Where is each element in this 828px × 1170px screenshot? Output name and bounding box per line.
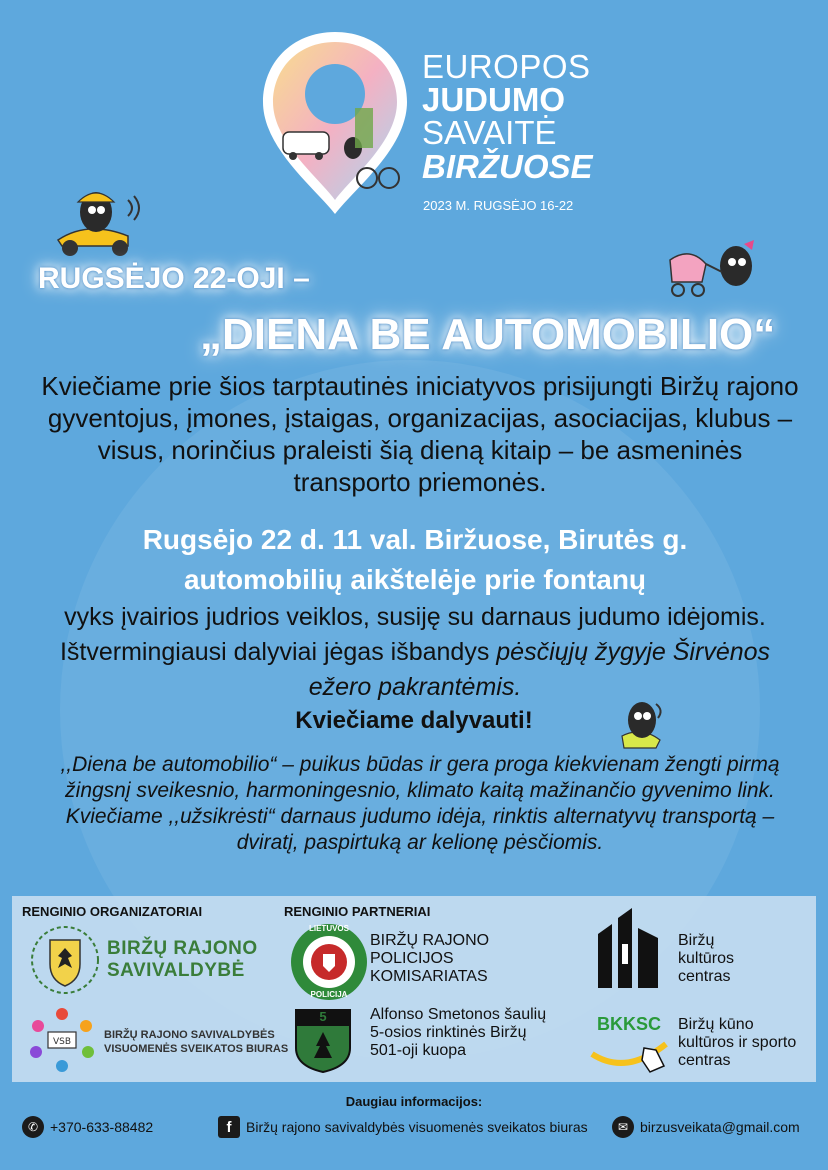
phone-number: +370-633-88482 (50, 1119, 154, 1135)
logo-date: 2023 M. RUGSĖJO 16-22 (423, 198, 574, 213)
phone-icon: ✆ (22, 1116, 44, 1138)
mascot-stroller-illustration (664, 236, 764, 306)
mascot-small-illustration (612, 696, 672, 756)
police-ring-top-text: LIETUVOS (308, 924, 349, 933)
event-description (30, 600, 800, 705)
mobility-week-pin-logo (255, 28, 415, 218)
more-info-heading: Daugiau informacijos: (345, 1094, 483, 1109)
municipality-name: BIRŽŲ RAJONO SAVIVALDYBĖ (107, 938, 258, 981)
phone-contact[interactable] (22, 1116, 153, 1138)
culture-centre-logo-icon (592, 904, 664, 990)
invite-heading: Kviečiame dalyvauti! (295, 707, 533, 734)
partners-heading: RENGINIO PARTNERIAI (284, 904, 431, 919)
headline-title: „DIENA BE AUTOMOBILIO“ (200, 310, 776, 359)
organizers-heading: RENGINIO ORGANIZATORIAI (22, 904, 203, 919)
logo-line-judumo: JUDUMO (422, 81, 566, 118)
email-icon: ✉ (612, 1116, 634, 1138)
logo-line-birzuose: BIRŽUOSE (422, 148, 593, 185)
logo-line-savaite: SAVAITĖ (422, 114, 557, 151)
intro-paragraph: Kviečiame prie šios tarptautinės iniciatyvos prisijungti Biržų rajono gyventojus, įmones, įstaigas, organizacijas, asociacijas, klubus – visus, norinčius praleisti šią dieną kitaip – be asmeninės transporto priemonės. (41, 371, 799, 497)
event-description-italic: pėsčiųjų žygyje Širvėnos ežero pakrantėmis. (308, 638, 771, 701)
police-name: BIRŽŲ RAJONO POLICIJOS KOMISARIATAS (370, 932, 490, 985)
municipality-coat-of-arms-icon (30, 924, 100, 996)
event-location-line2: automobilių aikštelėje prie fontanų (183, 564, 647, 595)
culture-centre-name: Biržų kultūros centras (678, 932, 735, 985)
email-contact[interactable] (612, 1116, 800, 1138)
facebook-contact[interactable] (218, 1116, 588, 1138)
logo-line-europos: EUROPOS (422, 48, 591, 85)
health-bureau-logo-icon (26, 1004, 98, 1076)
quote-paragraph: ,,Diena be automobilio“ – puikus būdas ir gera proga kiekvienam žengti pirmą žingsnį sveikesnio, harmoningesnio, klimato kaitą mažinančio gyvenimo link. Kviečiame ,,užsikrėsti“ darnaus judumo idėja, rinktis alternatyvų transportą – dviratį, paspirtuką ar kelionę pėsčiomis. (60, 753, 780, 854)
event-description-text: vyks įvairios judrios veiklos, susiję su darnaus judumo idėjomis. Ištvermingiausi dalyviai jėgas išbandys (59, 603, 766, 666)
mascot-scooter-illustration (48, 180, 148, 260)
event-location-line1: Rugsėjo 22 d. 11 val. Biržuose, Birutės g. (142, 524, 688, 555)
logo-wordmark (422, 50, 593, 185)
email-address: birzusveikata@gmail.com (640, 1119, 800, 1135)
svg-text:VSB: VSB (52, 1037, 72, 1047)
sport-centre-name: Biržų kūno kultūros ir sporto centras (678, 1016, 797, 1069)
police-ring-bottom-text: POLICIJA (310, 990, 348, 999)
event-location (30, 520, 800, 600)
headline-date: RUGSĖJO 22-OJI – (38, 262, 310, 295)
sport-centre-badge-text: BKKSC (596, 1014, 661, 1034)
partners-panel (12, 896, 816, 1082)
riflemen-name: Alfonso Smetonos šaulių 5-osios rinktinės Biržų 501-oji kuopa (370, 1006, 547, 1059)
facebook-page-name: Biržų rajono savivaldybės visuomenės sveikatos biuras (246, 1119, 588, 1135)
facebook-icon: f (218, 1116, 240, 1138)
riflemen-badge-number: 5 (319, 1009, 327, 1024)
health-bureau-name: BIRŽŲ RAJONO SAVIVALDYBĖS VISUOMENĖS SVEIKATOS BIURAS (104, 1029, 289, 1055)
